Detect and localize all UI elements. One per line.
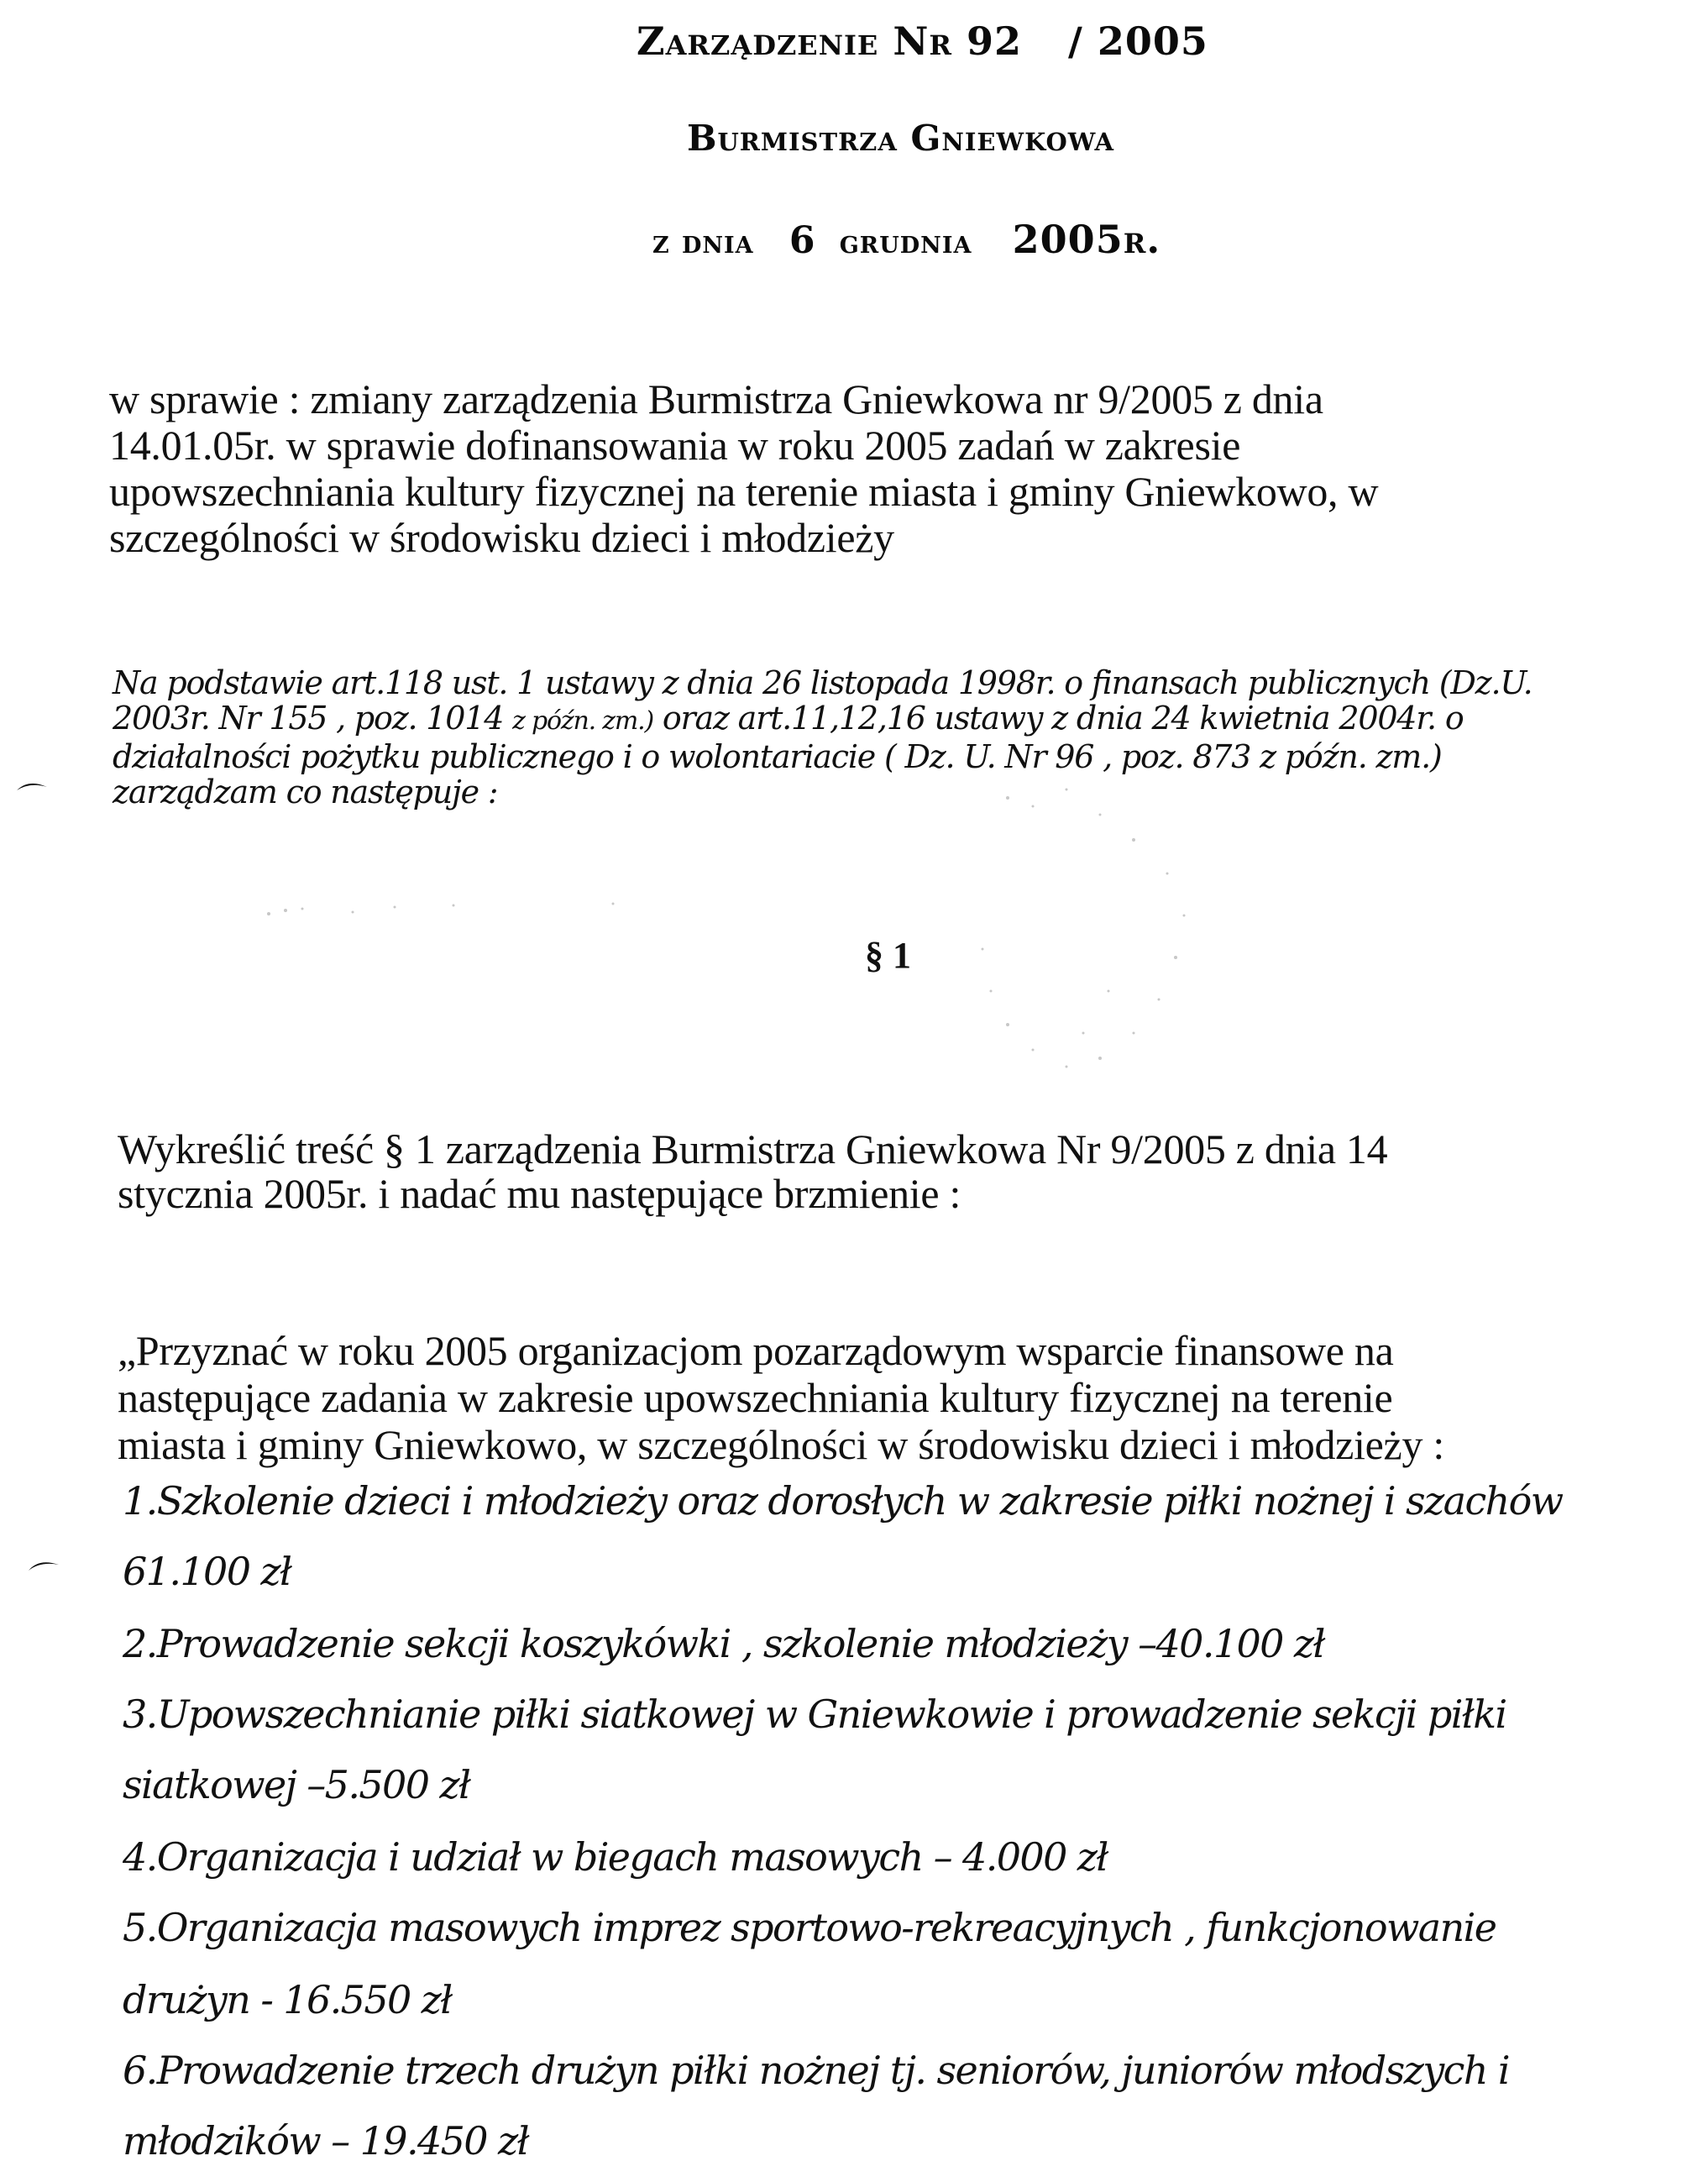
task-item-1-amount: 61.100 zł <box>123 1549 291 1594</box>
task-item-4: 4.Organizacja i udział w biegach masowych – 4.000 zł <box>123 1834 1108 1880</box>
title-slash: / <box>1068 18 1083 64</box>
basis-text: oraz art.11,12,16 ustawy z dnia 24 kwietnia 2004r. o <box>653 700 1464 737</box>
subject-line: upowszechniania kultury fizycznej na terenie miasta i gminy Gniewkowo, w <box>109 468 1379 515</box>
order-year: 2005 <box>1097 18 1208 64</box>
basis-line: Na podstawie art.118 ust. 1 ustawy z dnia 26 listopada 1998r. o finansach publicznych (Dz.U. <box>113 664 1532 701</box>
task-item-2: 2.Prowadzenie sekcji koszykówki , szkolenie młodzieży –40.100 zł <box>123 1621 1324 1666</box>
date-month: grudnia <box>839 223 972 260</box>
section-heading: § 1 <box>865 935 911 976</box>
clause-line: stycznia 2005r. i nadać mu następujące brzmienie : <box>118 1170 961 1217</box>
subject-line: w sprawie : zmiany zarządzenia Burmistrza Gniewkowa nr 9/2005 z dnia <box>109 375 1323 422</box>
stamp-residue-icon <box>957 781 1310 1117</box>
document-title <box>637 18 1708 64</box>
basis-text-small: z późn. zm.) <box>512 706 653 736</box>
subject-paragraph <box>109 376 1378 561</box>
task-item-5-amount: drużyn - 16.550 zł <box>123 1977 452 2022</box>
basis-text: 2003r. Nr 155 , poz. 1014 <box>113 700 513 737</box>
title-nr: Nr <box>893 18 952 64</box>
basis-line: zarządzam co następuje : <box>113 774 498 810</box>
issuer: Burmistrza Gniewkowa <box>687 118 1114 159</box>
order-number: 92 <box>966 18 1022 64</box>
title-word: Zarządzenie <box>637 18 879 64</box>
legal-basis-paragraph <box>113 665 1532 810</box>
clause-line: Wykreślić treść § 1 zarządzenia Burmistrza Gniewkowa Nr 9/2005 z dnia 14 <box>118 1125 1388 1172</box>
basis-line <box>113 700 1532 739</box>
task-item-5: 5.Organizacja masowych imprez sportowo-rekreacyjnych , funkcjonowanie <box>123 1905 1496 1950</box>
task-item-3-amount: siatkowej –5.500 zł <box>123 1762 470 1807</box>
subject-line: 14.01.05r. w sprawie dofinansowania w roku 2005 zadań w zakresie <box>109 422 1241 469</box>
task-item-3: 3.Upowszechnianie piłki siatkowej w Gniewkowie i prowadzenie sekcji piłki <box>123 1692 1506 1737</box>
task-item-6-amount: młodzików – 19.450 zł <box>123 2118 528 2164</box>
quote-line: następujące zadania w zakresie upowszechniania kultury fizycznej na terenie <box>118 1374 1393 1421</box>
stamp-residue-icon <box>260 899 630 924</box>
document-date <box>652 217 1708 262</box>
task-item-6: 6.Prowadzenie trzech drużyn piłki nożnej tj. seniorów, juniorów młodszych i <box>123 2048 1509 2093</box>
quote-line: „Przyznać w roku 2005 organizacjom pozarządowym wsparcie finansowe na <box>118 1327 1394 1374</box>
clause-paragraph <box>118 1127 1387 1216</box>
date-prefix: z dnia <box>652 223 754 260</box>
date-year: 2005r. <box>1012 217 1161 262</box>
task-item-1: 1.Szkolenie dzieci i młodzieży oraz dorosłych w zakresie piłki nożnej i szachów <box>123 1478 1563 1524</box>
date-day: 6 <box>789 219 816 262</box>
basis-line: działalności pożytku publicznego i o wolontariacie ( Dz. U. Nr 96 , poz. 873 z późn. zm.) <box>113 738 1442 775</box>
quote-line: miasta i gminy Gniewkowo, w szczególności w środowisku dzieci i młodzieży : <box>118 1421 1444 1468</box>
quote-paragraph <box>118 1327 1444 1468</box>
tick-mark-icon <box>15 779 49 792</box>
subject-line: szczególności w środowisku dzieci i młodzieży <box>109 514 894 561</box>
tick-mark-icon <box>27 1558 60 1571</box>
